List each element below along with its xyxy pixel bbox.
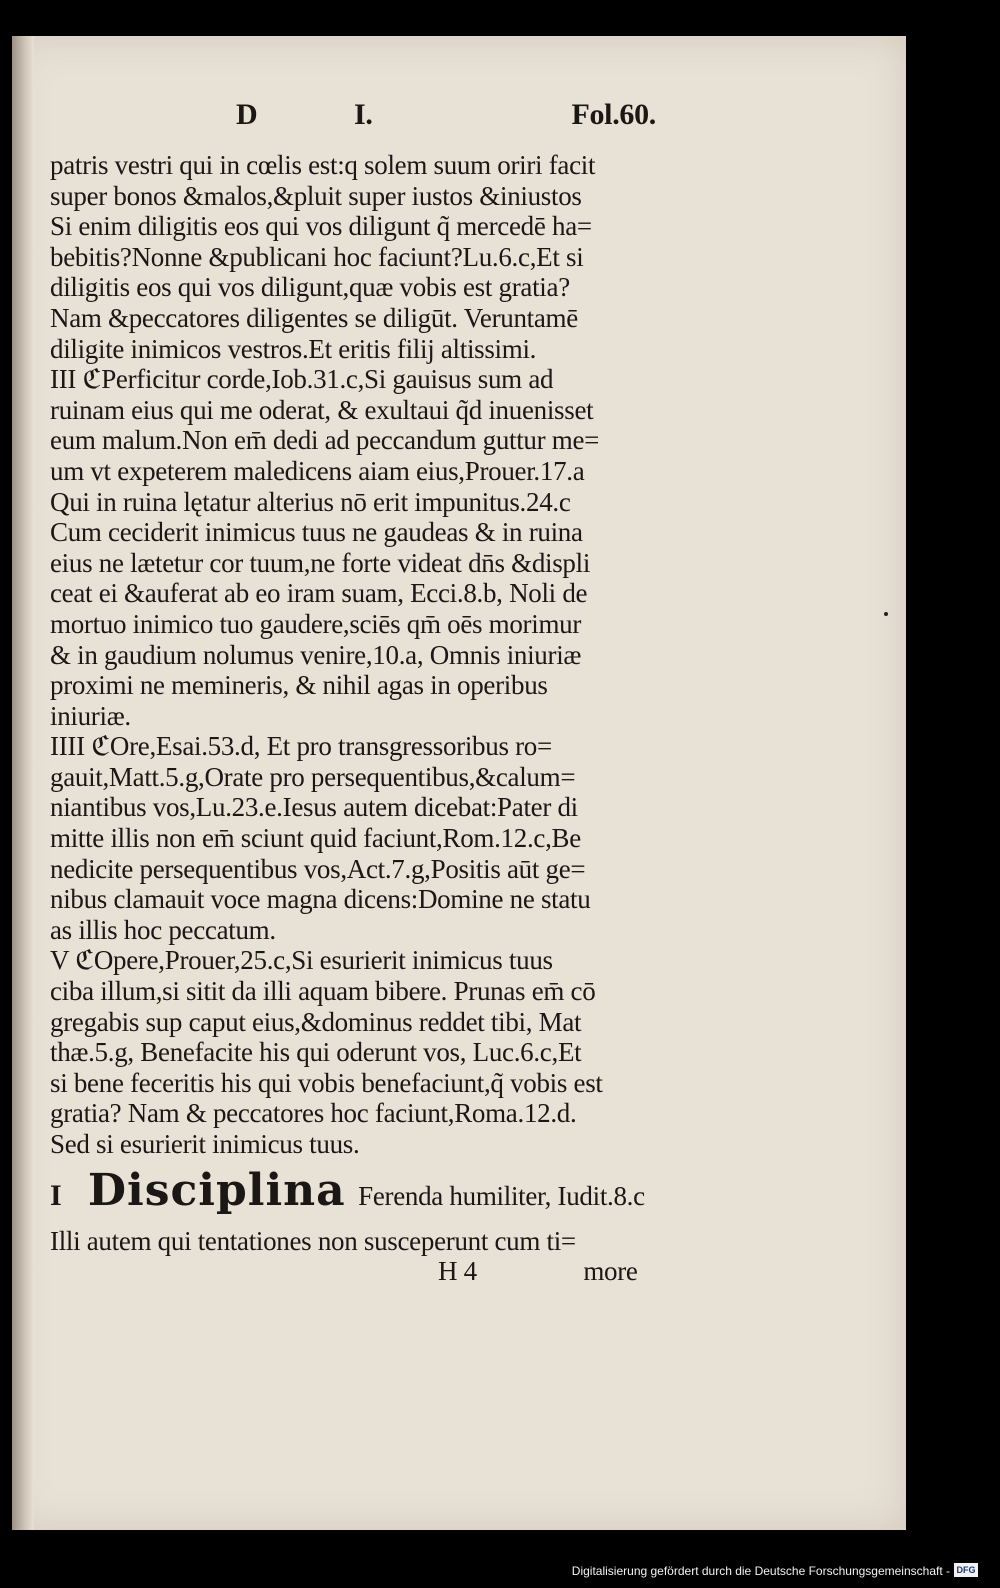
body-line: thæ.5.g, Benefacite his qui oderunt vos, Luc.6.c,Et [50, 1037, 582, 1068]
body-line: niantibus vos,Lu.23.e.Iesus autem dicebat:Pater di [50, 792, 578, 823]
body-line: iniuriæ. [50, 700, 131, 731]
body-line: & in gaudium nolumus venire,10.a, Omnis iniuriæ [50, 639, 582, 670]
text-block [50, 92, 710, 132]
body-line: nibus clamauit voce magna dicens:Domine ne statu [50, 884, 591, 915]
body-line: proximi ne memineris, & nihil agas in operibus [50, 670, 548, 701]
body-line: patris vestri qui in cœlis est:q solem suum oriri facit [50, 150, 596, 180]
body-line: Nam &peccatores diligentes se diligūt. Veruntamē [50, 302, 578, 333]
body-line: eum malum.Non em̄ dedi ad peccandum guttur me= [50, 425, 600, 456]
body-line: um vt expeterem maledicens aiam eius,Prouer.17.a [50, 455, 585, 486]
body-line: eius ne lætetur cor tuum,ne forte videat dn̄s &displi [50, 547, 591, 578]
body-line: as illis hoc peccatum. [50, 914, 276, 945]
body-line: bebitis?Nonne &publicani hoc faciunt?Lu.6.c,Et si [50, 241, 584, 272]
body-line: ruinam eius qui me oderat, & exultaui q̃d inuenisset [50, 394, 594, 425]
header-number: I. [354, 98, 373, 131]
body-line: diligite inimicos vestros.Et eritis filij altissimi. [50, 333, 537, 364]
body-line: Qui in ruina lętatur alterius nō erit impunitus.24.c [50, 486, 571, 517]
ink-speck [884, 612, 888, 616]
body-line: diligitis eos qui vos diligunt,quæ vobis est gratia? [50, 272, 570, 303]
body-line: si bene feceritis his qui vobis benefaciunt,q̃ vobis est [50, 1067, 603, 1098]
body-column [50, 150, 710, 1287]
body-line: V ℭOpere,Prouer,25.c,Si esurierit inimicus tuus [50, 945, 553, 976]
footer-signature: H 4 [438, 1256, 477, 1287]
body-line: mitte illis non em̄ sciunt quid faciunt,Rom.12.c,Be [50, 823, 581, 854]
body-line: Cum ceciderit inimicus tuus ne gaudeas & in ruina [50, 517, 583, 548]
body-line: Si enim diligitis eos qui vos diligunt q̃ mercedē ha= [50, 211, 592, 242]
header-folio: Fol.60. [571, 98, 656, 131]
body-lines [50, 150, 710, 1160]
body-line: gregabis sup caput eius,&dominus reddet tibi, Mat [50, 1006, 582, 1037]
body-line: ceat ei &auferat ab eo iram suam, Ecci.8.b, Noli de [50, 578, 588, 609]
body-line: ciba illum,si sitit da illi aquam bibere. Prunas em̄ cō [50, 976, 596, 1007]
running-header [236, 100, 656, 140]
entry-headword: Disciplina [87, 1164, 346, 1216]
body-line-after-entry: Illi autem qui tentationes non susceperunt cum ti= [50, 1225, 576, 1256]
digitization-credit: Digitalisierung gefördert durch die Deutsche Forschungsgemeinschaft - [571, 1564, 950, 1578]
header-signature: D [236, 98, 258, 131]
dfg-logo: DFG [954, 1563, 978, 1577]
body-line: III ℭPerficitur corde,Iob.31.c,Si gauisus sum ad [50, 364, 554, 395]
body-line: mortuo inimico tuo gaudere,sciēs qm̄ oēs morimur [50, 608, 582, 639]
page-footer [50, 1256, 710, 1287]
entry-reference: Ferenda humiliter, Iudit.8.c [358, 1180, 645, 1211]
entry-heading [50, 1164, 710, 1226]
body-line: gratia? Nam & peccatores hoc faciunt,Roma.12.d. [50, 1098, 577, 1129]
body-line: nedicite persequentibus vos,Act.7.g,Positis aūt ge= [50, 853, 586, 884]
body-line: Sed si esurierit inimicus tuus. [50, 1129, 360, 1159]
body-line: gauit,Matt.5.g,Orate pro persequentibus,&calum= [50, 761, 576, 792]
body-line: super bonos &malos,&pluit super iustos &iniustos [50, 180, 582, 211]
page-spine-shadow [12, 36, 34, 1530]
entry-numeral: I [50, 1178, 62, 1212]
footer-catchword: more [583, 1256, 638, 1287]
body-line: IIII ℭOre,Esai.53.d, Et pro transgressoribus ro= [50, 731, 552, 762]
